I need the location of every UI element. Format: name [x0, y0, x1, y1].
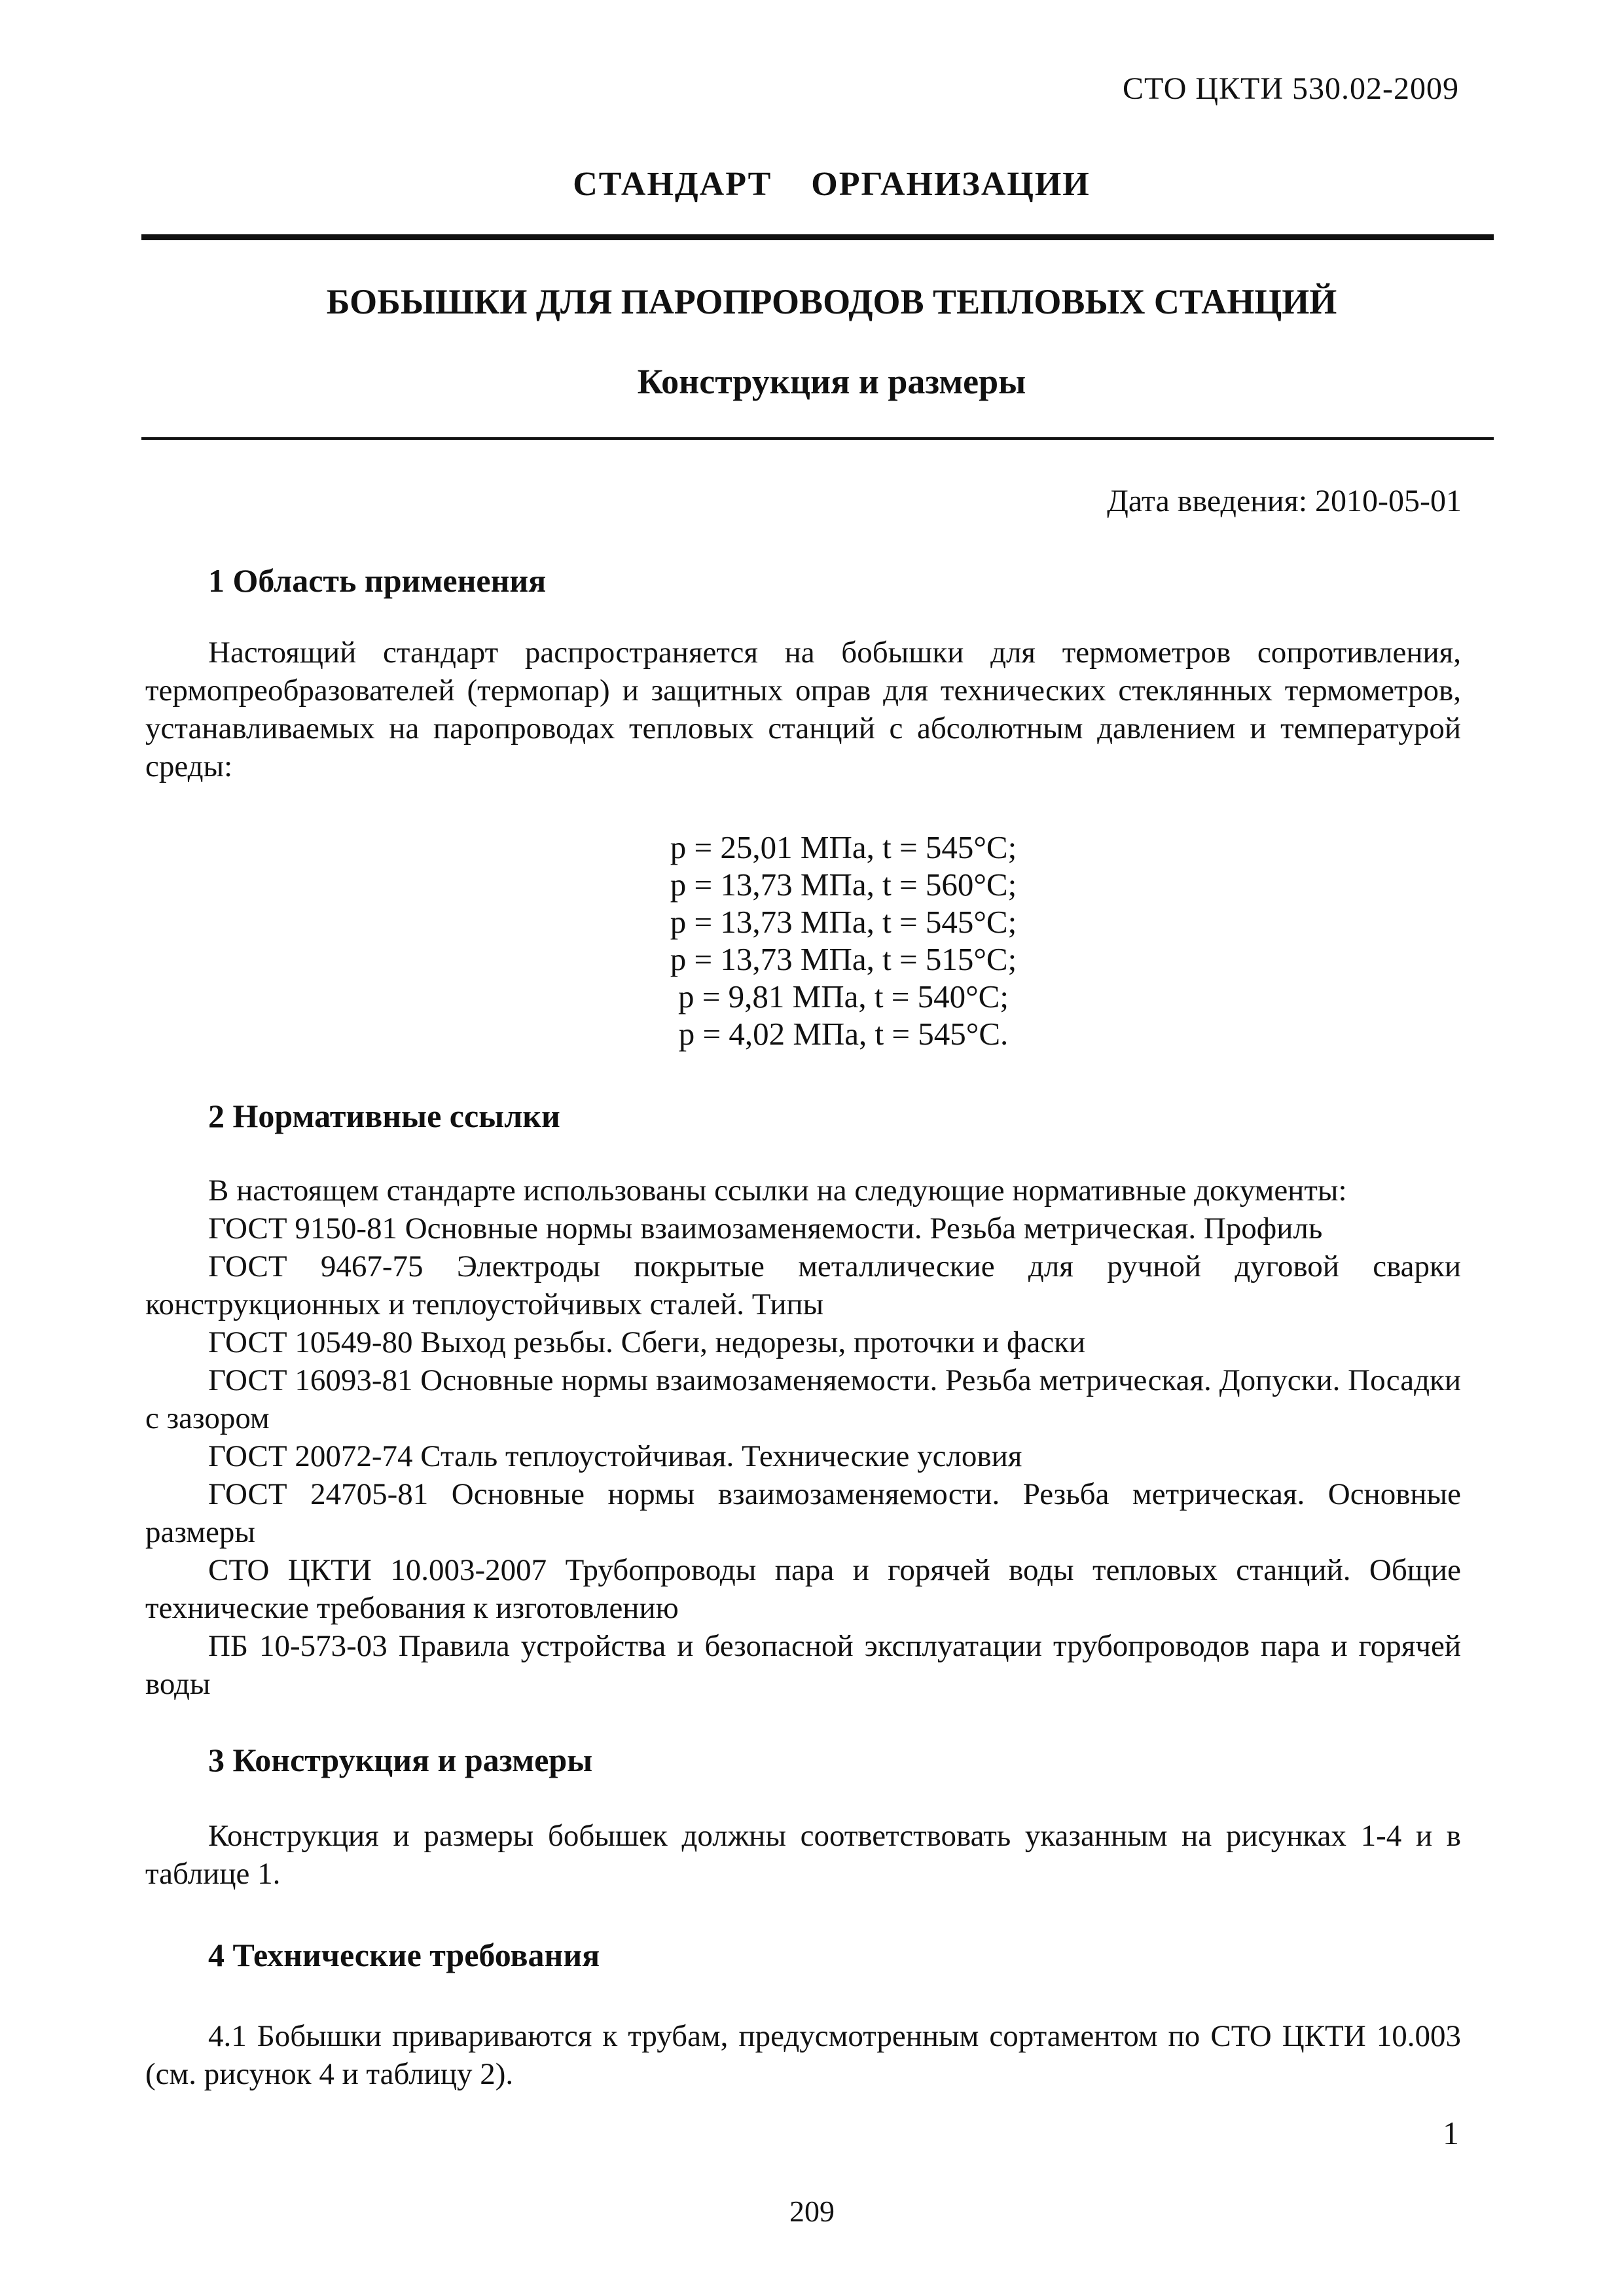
- document-code: СТО ЦКТИ 530.02-2009: [1122, 71, 1459, 106]
- section-4-text: [145, 2017, 1461, 2093]
- thin-divider: [141, 437, 1494, 440]
- reference-item: ГОСТ 16093-81 Основные нормы взаимозаменяемости. Резьба метрическая. Допуски. Посадки с зазором: [145, 1363, 1461, 1435]
- reference-item: ГОСТ 9467-75 Электроды покрытые металлические для ручной дуговой сварки конструкционных и теплоустойчивых сталей. Типы: [145, 1249, 1461, 1321]
- section-1-text: [145, 634, 1461, 785]
- section-3-heading: 3 Конструкция и размеры: [208, 1742, 593, 1778]
- page-number: 209: [789, 2195, 835, 2228]
- thick-divider: [141, 234, 1494, 240]
- section-4-paragraph: 4.1 Бобышки привариваются к трубам, предусмотренным сортаментом по СТО ЦКТИ 10.003 (см. рисунок 4 и таблицу 2).: [145, 2019, 1461, 2091]
- sheet-number: 1: [1443, 2115, 1459, 2151]
- section-3-text: [145, 1817, 1461, 1893]
- organization-standard-title: СТАНДАРТ ОРГАНИЗАЦИИ: [573, 166, 1091, 203]
- introduction-date: Дата введения: 2010-05-01: [1107, 484, 1462, 518]
- reference-item: ПБ 10-573-03 Правила устройства и безопасной эксплуатации трубопроводов пара и горячей воды: [145, 1629, 1461, 1701]
- section-1-heading: 1 Область применения: [208, 562, 547, 599]
- normative-references-list: [145, 1172, 1461, 1703]
- reference-item: ГОСТ 24705-81 Основные нормы взаимозаменяемости. Резьба метрическая. Основные размеры: [145, 1477, 1461, 1549]
- formula-line: р = 13,73 МПа, t = 560°С;: [670, 867, 1017, 903]
- section-1-paragraph: Настоящий стандарт распространяется на бобышки для термометров сопротивления, термопреобразователей (термопар) и защитных оправ для технических стеклянных термометров, устанавливаемых на паропроводах тепловых станций с абсолютным давлением и температурой среды:: [145, 636, 1461, 783]
- subtitle: Конструкция и размеры: [637, 362, 1026, 401]
- formula-line: р = 13,73 МПа, t = 545°С;: [670, 904, 1017, 940]
- parameter-formulas: [0, 829, 1624, 1052]
- section-2-heading: 2 Нормативные ссылки: [208, 1098, 560, 1134]
- formula-line: р = 13,73 МПа, t = 515°С;: [670, 941, 1017, 977]
- formula-line: р = 25,01 МПа, t = 545°С;: [670, 829, 1017, 865]
- reference-item: СТО ЦКТИ 10.003-2007 Трубопроводы пара и горячей воды тепловых станций. Общие технические требования к изготовлению: [145, 1553, 1461, 1625]
- section-3-paragraph: Конструкция и размеры бобышек должны соответствовать указанным на рисунках 1-4 и в таблице 1.: [145, 1819, 1461, 1891]
- reference-item: ГОСТ 9150-81 Основные нормы взаимозаменяемости. Резьба метрическая. Профиль: [208, 1211, 1323, 1246]
- reference-item: ГОСТ 10549-80 Выход резьбы. Сбеги, недорезы, проточки и фаски: [208, 1325, 1086, 1359]
- formula-line: р = 9,81 МПа, t = 540°С;: [678, 978, 1009, 1014]
- formula-line: р = 4,02 МПа, t = 545°С.: [678, 1016, 1009, 1052]
- main-title: БОБЫШКИ ДЛЯ ПАРОПРОВОДОВ ТЕПЛОВЫХ СТАНЦИЙ: [326, 282, 1337, 321]
- reference-intro: В настоящем стандарте использованы ссылки на следующие нормативные документы:: [208, 1174, 1347, 1208]
- section-4-heading: 4 Технические требования: [208, 1937, 600, 1973]
- reference-item: ГОСТ 20072-74 Сталь теплоустойчивая. Технические условия: [208, 1439, 1022, 1473]
